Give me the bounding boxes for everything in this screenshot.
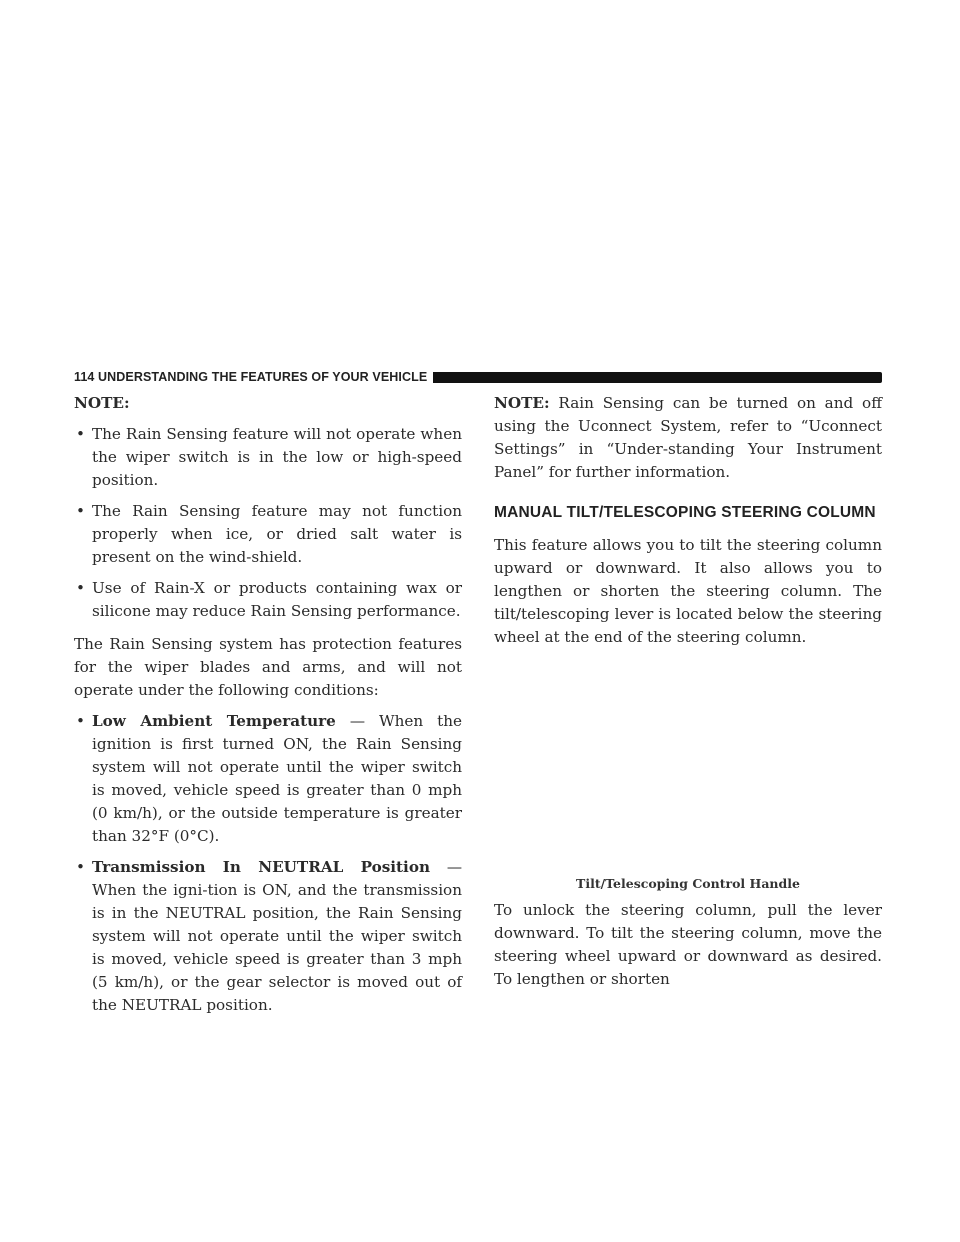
bullet-icon: • [76, 579, 85, 597]
body-paragraph: This feature allows you to tilt the steering column upward or downward. It also allows you to lengthen or shorten the steering column. The tilt/telescoping lever is located below the steering wheel at the end of the steering column. [494, 536, 882, 646]
note-label: NOTE: [494, 394, 550, 412]
figure-caption: Tilt/Telescoping Control Handle [576, 876, 800, 891]
note-text: Rain Sensing can be turned on and off using the Uconnect System, refer to “Uconnect Settings” in “Under-standing Your Instrument Panel” for further information. [494, 394, 882, 481]
figure-placeholder [494, 649, 882, 875]
right-column [494, 392, 882, 991]
section-heading: MANUAL TILT/TELESCOPING STEERING COLUMN [494, 504, 876, 521]
left-column [74, 392, 462, 1017]
page-header [74, 368, 882, 386]
bullet-icon: • [76, 858, 85, 876]
intro-paragraph: The Rain Sensing system has protection features for the wiper blades and arms, and will not operate under the following conditions: [74, 635, 462, 699]
condition-term: Transmission In NEUTRAL Position [92, 858, 430, 876]
body-paragraph: To unlock the steering column, pull the lever downward. To tilt the steering column, move the steering wheel upward or downward as desired. To lengthen or shorten [494, 901, 882, 988]
page-number-section-title: 114 UNDERSTANDING THE FEATURES OF YOUR VEHICLE [74, 370, 428, 384]
bullet-icon: • [76, 425, 85, 443]
list-item [74, 710, 462, 848]
condition-term: Low Ambient Temperature [92, 712, 336, 730]
bullet-icon: • [76, 502, 85, 520]
note-label: NOTE: [74, 394, 130, 412]
list-item: • The Rain Sensing feature will not operate when the wiper switch is in the low or high-speed position. [76, 425, 462, 489]
list-item: • Use of Rain-X or products containing wax or silicone may reduce Rain Sensing performance. [76, 579, 462, 620]
bullet-icon: • [76, 712, 85, 730]
condition-text: — When the igni-tion is ON, and the transmission is in the NEUTRAL position, the Rain Sensing system will not operate until the wiper switch is moved, vehicle speed is greater than 3 mph (5 km/h), or the gear selector is moved out of the NEUTRAL position. [92, 858, 463, 1014]
note-paragraph [494, 392, 882, 484]
list-item: • The Rain Sensing feature may not function properly when ice, or dried salt water is present on the wind-shield. [76, 502, 462, 566]
header-rule [433, 372, 882, 383]
condition-text: — When the ignition is first turned ON, the Rain Sensing system will not operate until the wiper switch is moved, vehicle speed is greater than 0 mph (0 km/h), or the outside temperature is greater than 32°F (0°C). [92, 712, 462, 845]
list-item [74, 856, 462, 1017]
